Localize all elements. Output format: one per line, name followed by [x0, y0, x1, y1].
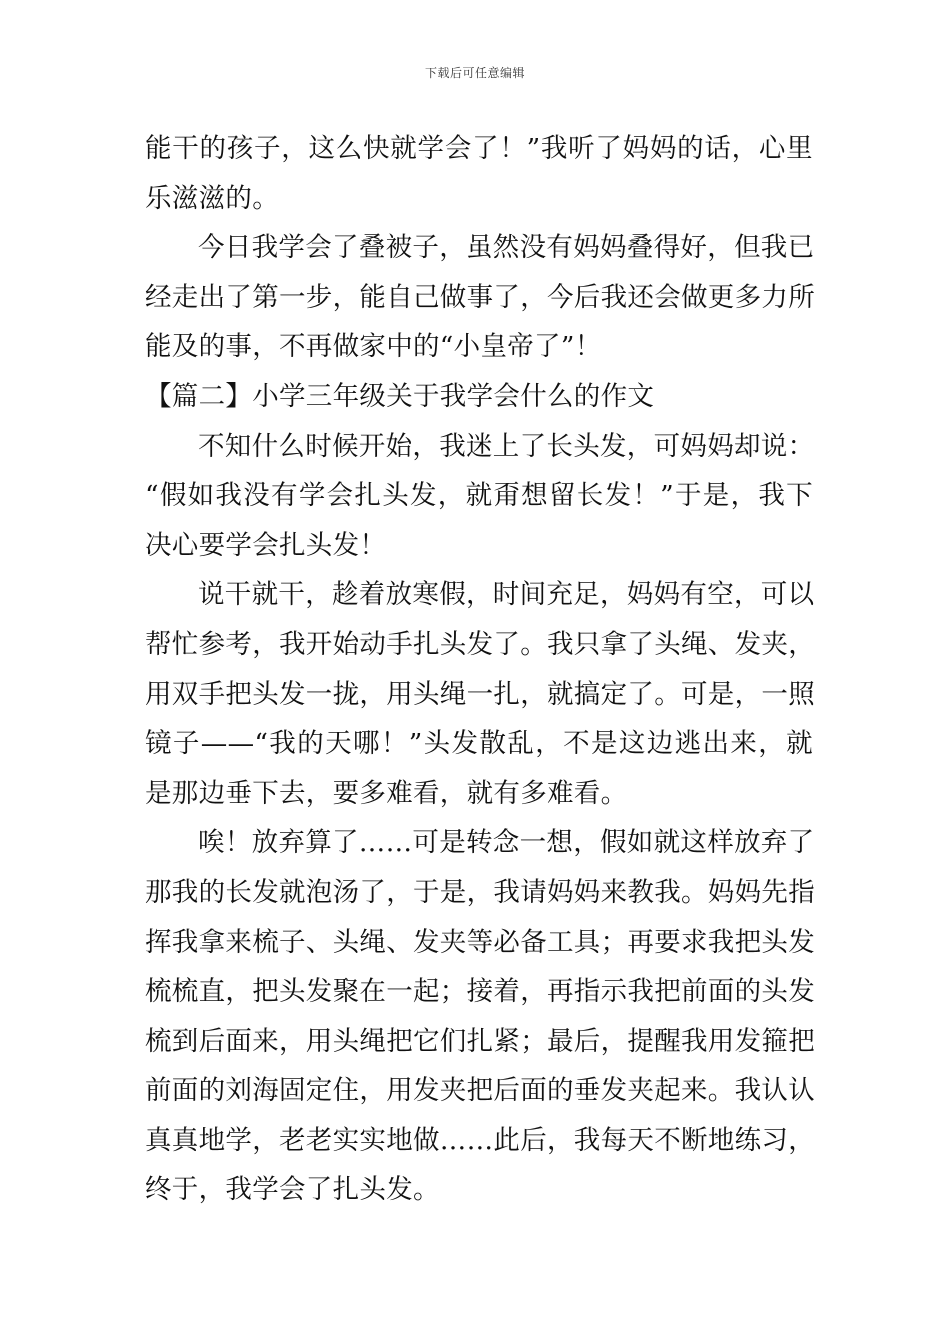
paragraph-2: [145, 223, 813, 372]
text-line: 挥我拿来梳子、头绳、发夹等必备工具；再要求我把头发: [145, 926, 815, 958]
section-heading: [145, 372, 813, 422]
text-line: 梳到后面来，用头绳把它们扎紧；最后，提醒我用发箍把: [145, 1025, 815, 1057]
document-body: [145, 124, 813, 1215]
text-line: 前面的刘海固定住，用发夹把后面的垂发夹起来。我认认: [145, 1075, 815, 1107]
text-line: 真真地学，老老实实地做……此后，我每天不断地练习，: [145, 1124, 815, 1156]
text-line: 唉！放弃算了……可是转念一想，假如就这样放弃了: [198, 827, 815, 859]
text-line: “假如我没有学会扎头发，就甭想留长发！”于是，我下: [145, 480, 813, 512]
text-line: 梳梳直，把头发聚在一起；接着，再指示我把前面的头发: [145, 976, 815, 1008]
text-line: 能干的孩子，这么快就学会了！”我听了妈妈的话，心里: [145, 133, 813, 164]
text-line: 决心要学会扎头发！: [145, 529, 387, 561]
text-line: 经走出了第一步，能自己做事了，今后我还会做更多力所: [145, 281, 815, 313]
text-line: 乐滋滋的。: [145, 182, 279, 214]
text-line: 那我的长发就泡汤了，于是，我请妈妈来教我。妈妈先指: [145, 876, 815, 908]
text-line: 能及的事，不再做家中的“小皇帝了”！: [145, 331, 602, 363]
text-line: 不知什么时候开始，我迷上了长头发，可妈妈却说：: [198, 430, 815, 462]
paragraph-5: [145, 818, 813, 1215]
text-line: 今日我学会了叠被子，虽然没有妈妈叠得好，但我已: [198, 232, 815, 264]
paragraph-4: [145, 570, 813, 818]
text-line: 镜子——“我的天哪！”头发散乱，不是这边逃出来，就: [145, 728, 813, 760]
paragraph-1: [145, 124, 813, 223]
text-line: 帮忙参考，我开始动手扎头发了。我只拿了头绳、发夹，: [145, 628, 815, 660]
section-title: 【篇二】小学三年级关于我学会什么的作文: [145, 380, 655, 412]
paragraph-3: [145, 422, 813, 571]
page-header: 下载后可任意编辑: [424, 66, 525, 80]
text-line: 是那边垂下去，要多难看，就有多难看。: [145, 777, 628, 809]
text-line: 终于，我学会了扎头发。: [145, 1174, 440, 1206]
text-line: 说干就干，趁着放寒假，时间充足，妈妈有空，可以: [198, 579, 815, 611]
text-line: 用双手把头发一拢，用头绳一扎，就搞定了。可是，一照: [145, 678, 815, 710]
